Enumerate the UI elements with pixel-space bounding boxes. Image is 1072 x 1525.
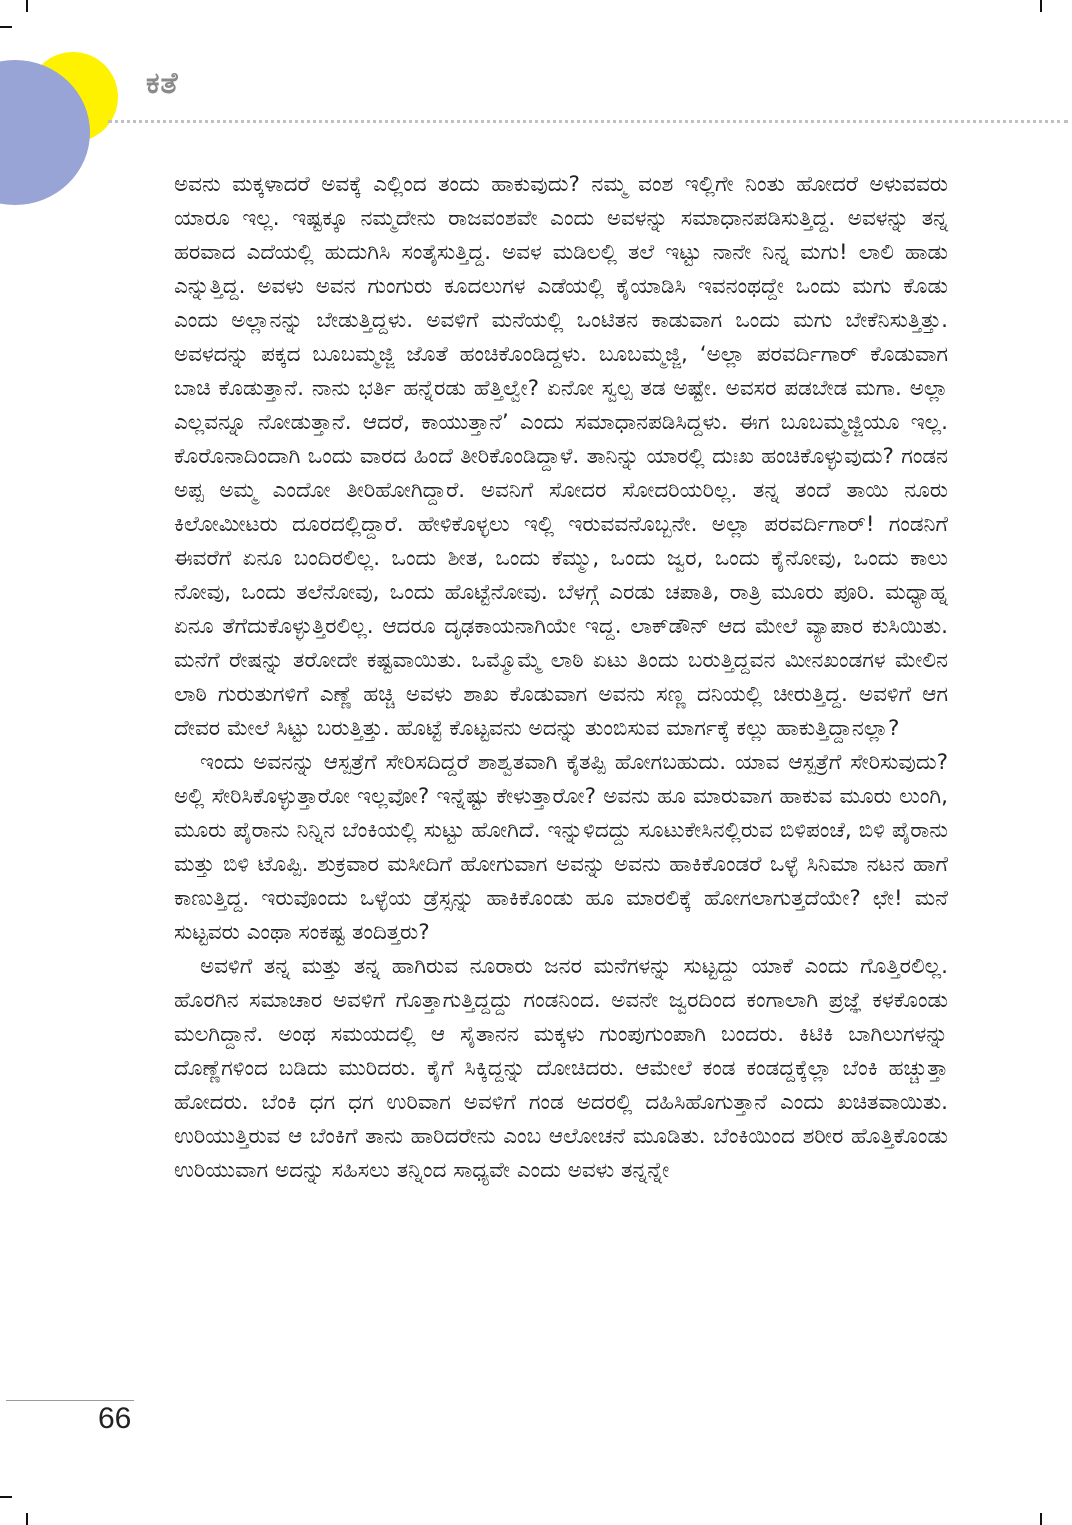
header-dotted-divider	[108, 120, 1068, 123]
story-paragraph: ಇಂದು ಅವನನ್ನು ಆಸ್ಪತ್ರೆಗೆ ಸೇರಿಸದಿದ್ದರೆ ಶಾಶ್ವತವಾಗಿ ಕೈತಪ್ಪಿ ಹೋಗಬಹುದು. ಯಾವ ಆಸ್ಪತ್ರೆಗೆ ಸೇರಿಸುವುದು? ಅಲ್ಲಿ ಸೇರಿಸಿಕೊಳ್ಳುತ್ತಾರೋ ಇಲ್ಲವೋ? ಇನ್ನೆಷ್ಟು ಕೇಳುತ್ತಾರೋ? ಅವನು ಹೂ ಮಾರುವಾಗ ಹಾಕುವ ಮೂರು ಲುಂಗಿ, ಮೂರು ಪೈರಾನು ನಿನ್ನಿನ ಬೆಂಕಿಯಲ್ಲಿ ಸುಟ್ಟು ಹೋಗಿದೆ. ಇನ್ನುಳಿದದ್ದು ಸೂಟುಕೇಸಿನಲ್ಲಿರುವ ಬಿಳಿಪಂಚೆ, ಬಿಳಿ ಪೈರಾನು ಮತ್ತು ಬಿಳಿ ಟೊಪ್ಪಿ. ಶುಕ್ರವಾರ ಮಸೀದಿಗೆ ಹೋಗುವಾಗ ಅವನ್ನು ಅವನು ಹಾಕಿಕೊಂಡರೆ ಒಳ್ಳೆ ಸಿನಿಮಾ ನಟನ ಹಾಗೆ ಕಾಣುತ್ತಿದ್ದ. ಇರುವೊಂದು ಒಳ್ಳೆಯ ಡ್ರೆಸ್ಸನ್ನು ಹಾಕಿಕೊಂಡು ಹೂ ಮಾರಲಿಕ್ಕೆ ಹೋಗಲಾಗುತ್ತದೆಯೇ? ಛೇ! ಮನೆ ಸುಟ್ಟವರು ಎಂಥಾ ಸಂಕಷ್ಟ ತಂದಿತ್ತರು?	[174, 750, 948, 945]
crop-mark	[1040, 0, 1042, 12]
section-title: ಕತೆ	[146, 66, 179, 101]
story-body	[174, 168, 948, 1188]
story-paragraph: ಅವನು ಮಕ್ಕಳಾದರೆ ಅವಕ್ಕೆ ಎಲ್ಲಿಂದ ತಂದು ಹಾಕುವುದು? ನಮ್ಮ ವಂಶ ಇಲ್ಲಿಗೇ ನಿಂತು ಹೋದರೆ ಅಳುವವರು ಯಾರೂ ಇಲ್ಲ. ಇಷ್ಟಕ್ಕೂ ನಮ್ಮದೇನು ರಾಜವಂಶವೇ ಎಂದು ಅವಳನ್ನು ಸಮಾಧಾನಪಡಿಸುತ್ತಿದ್ದ. ಅವಳನ್ನು ತನ್ನ ಹರವಾದ ಎದೆಯಲ್ಲಿ ಹುದುಗಿಸಿ ಸಂತೈಸುತ್ತಿದ್ದ. ಅವಳ ಮಡಿಲಲ್ಲಿ ತಲೆ ಇಟ್ಟು ನಾನೇ ನಿನ್ನ ಮಗು! ಲಾಲಿ ಹಾಡು ಎನ್ನುತ್ತಿದ್ದ. ಅವಳು ಅವನ ಗುಂಗುರು ಕೂದಲುಗಳ ಎಡೆಯಲ್ಲಿ ಕೈಯಾಡಿಸಿ ಇವನಂಥದ್ದೇ ಒಂದು ಮಗು ಕೊಡು ಎಂದು ಅಲ್ಲಾನನ್ನು ಬೇಡುತ್ತಿದ್ದಳು. ಅವಳಿಗೆ ಮನೆಯಲ್ಲಿ ಒಂಟಿತನ ಕಾಡುವಾಗ ಒಂದು ಮಗು ಬೇಕೆನಿಸುತ್ತಿತ್ತು. ಅವಳದನ್ನು ಪಕ್ಕದ ಬೂಬಮ್ಮಜ್ಜಿ ಜೊತೆ ಹಂಚಿಕೊಂಡಿದ್ದಳು. ಬೂಬಮ್ಮಜ್ಜಿ, ‘ಅಲ್ಲಾ ಪರವರ್ದಿಗಾರ್ ಕೊಡುವಾಗ ಬಾಚಿ ಕೊಡುತ್ತಾನೆ. ನಾನು ಭರ್ತಿ ಹನ್ನೆರಡು ಹೆತ್ತಿಲ್ವೇ? ಏನೋ ಸ್ವಲ್ಪ ತಡ ಅಷ್ಟೇ. ಅವಸರ ಪಡಬೇಡ ಮಗಾ. ಅಲ್ಲಾ ಎಲ್ಲವನ್ನೂ ನೋಡುತ್ತಾನೆ. ಆದರೆ, ಕಾಯುತ್ತಾನೆ’ ಎಂದು ಸಮಾಧಾನಪಡಿಸಿದ್ದಳು. ಈಗ ಬೂಬಮ್ಮಜ್ಜಿಯೂ ಇಲ್ಲ. ಕೊರೊನಾದಿಂದಾಗಿ ಒಂದು ವಾರದ ಹಿಂದೆ ತೀರಿಕೊಂಡಿದ್ದಾಳೆ. ತಾನಿನ್ನು ಯಾರಲ್ಲಿ ದುಃಖ ಹಂಚಿಕೊಳ್ಳುವುದು? ಗಂಡನ ಅಪ್ಪ ಅಮ್ಮ ಎಂದೋ ತೀರಿಹೋಗಿದ್ದಾರೆ. ಅವನಿಗೆ ಸೋದರ ಸೋದರಿಯರಿಲ್ಲ. ತನ್ನ ತಂದೆ ತಾಯಿ ನೂರು ಕಿಲೋಮೀಟರು ದೂರದಲ್ಲಿದ್ದಾರೆ. ಹೇಳಿಕೊಳ್ಳಲು ಇಲ್ಲಿ ಇರುವವನೊಬ್ಬನೇ. ಅಲ್ಲಾ ಪರವರ್ದಿಗಾರ್! ಗಂಡನಿಗೆ ಈವರೆಗೆ ಏನೂ ಬಂದಿರಲಿಲ್ಲ. ಒಂದು ಶೀತ, ಒಂದು ಕೆಮ್ಮು, ಒಂದು ಜ್ವರ, ಒಂದು ಕೈನೋವು, ಒಂದು ಕಾಲು ನೋವು, ಒಂದು ತಲೆನೋವು, ಒಂದು ಹೊಟ್ಟೆನೋವು. ಬೆಳಗ್ಗೆ ಎರಡು ಚಪಾತಿ, ರಾತ್ರಿ ಮೂರು ಪೂರಿ. ಮಧ್ಯಾಹ್ನ ಏನೂ ತೆಗೆದುಕೊಳ್ಳುತ್ತಿರಲಿಲ್ಲ. ಆದರೂ ದೃಢಕಾಯನಾಗಿಯೇ ಇದ್ದ. ಲಾಕ್‌ಡೌನ್ ಆದ ಮೇಲೆ ವ್ಯಾಪಾರ ಕುಸಿಯಿತು. ಮನೆಗೆ ರೇಷನ್ನು ತರೋದೇ ಕಷ್ಟವಾಯಿತು. ಒಮ್ಮೊಮ್ಮೆ ಲಾಠಿ ಏಟು ತಿಂದು ಬರುತ್ತಿದ್ದವನ ಮೀನಖಂಡಗಳ ಮೇಲಿನ ಲಾಠಿ ಗುರುತುಗಳಿಗೆ ಎಣ್ಣೆ ಹಚ್ಚಿ ಅವಳು ಶಾಖ ಕೊಡುವಾಗ ಅವನು ಸಣ್ಣ ದನಿಯಲ್ಲಿ ಚೀರುತ್ತಿದ್ದ. ಅವಳಿಗೆ ಆಗ ದೇವರ ಮೇಲೆ ಸಿಟ್ಟು ಬರುತ್ತಿತ್ತು. ಹೊಟ್ಟೆ ಕೊಟ್ಟವನು ಅದನ್ನು ತುಂಬಿಸುವ ಮಾರ್ಗಕ್ಕೆ ಕಲ್ಲು ಹಾಕುತ್ತಿದ್ದಾನಲ್ಲಾ?	[174, 172, 948, 741]
header-decoration	[0, 0, 180, 220]
footer-divider	[6, 1400, 134, 1401]
page-number: 66	[98, 1402, 132, 1435]
crop-mark	[1040, 1513, 1042, 1525]
story-paragraph: ಅವಳಿಗೆ ತನ್ನ ಮತ್ತು ತನ್ನ ಹಾಗಿರುವ ನೂರಾರು ಜನರ ಮನೆಗಳನ್ನು ಸುಟ್ಟದ್ದು ಯಾಕೆ ಎಂದು ಗೊತ್ತಿರಲಿಲ್ಲ. ಹೊರಗಿನ ಸಮಾಚಾರ ಅವಳಿಗೆ ಗೊತ್ತಾಗುತ್ತಿದ್ದದ್ದು ಗಂಡನಿಂದ. ಅವನೇ ಜ್ವರದಿಂದ ಕಂಗಾಲಾಗಿ ಪ್ರಜ್ಞೆ ಕಳಕೊಂಡು ಮಲಗಿದ್ದಾನೆ. ಅಂಥ ಸಮಯದಲ್ಲಿ ಆ ಸೈತಾನನ ಮಕ್ಕಳು ಗುಂಪುಗುಂಪಾಗಿ ಬಂದರು. ಕಿಟಿಕಿ ಬಾಗಿಲುಗಳನ್ನು ದೊಣ್ಣೆಗಳಿಂದ ಬಡಿದು ಮುರಿದರು. ಕೈಗೆ ಸಿಕ್ಕಿದ್ದನ್ನು ದೋಚಿದರು. ಆಮೇಲೆ ಕಂಡ ಕಂಡದ್ದಕ್ಕೆಲ್ಲಾ ಬೆಂಕಿ ಹಚ್ಚುತ್ತಾ ಹೋದರು. ಬೆಂಕಿ ಧಗ ಧಗ ಉರಿವಾಗ ಅವಳಿಗೆ ಗಂಡ ಅದರಲ್ಲಿ ದಹಿಸಿಹೊಗುತ್ತಾನೆ ಎಂದು ಖಚಿತವಾಯಿತು. ಉರಿಯುತ್ತಿರುವ ಆ ಬೆಂಕಿಗೆ ತಾನು ಹಾರಿದರೇನು ಎಂಬ ಆಲೋಚನೆ ಮೂಡಿತು. ಬೆಂಕಿಯಿಂದ ಶರೀರ ಹೊತ್ತಿಕೊಂಡು ಉರಿಯುವಾಗ ಅದನ್ನು ಸಹಿಸಲು ತನ್ನಿಂದ ಸಾಧ್ಯವೇ ಎಂದು ಅವಳು ತನ್ನನ್ನೇ	[174, 954, 948, 1183]
crop-mark	[26, 1513, 28, 1525]
crop-mark	[0, 1496, 12, 1498]
